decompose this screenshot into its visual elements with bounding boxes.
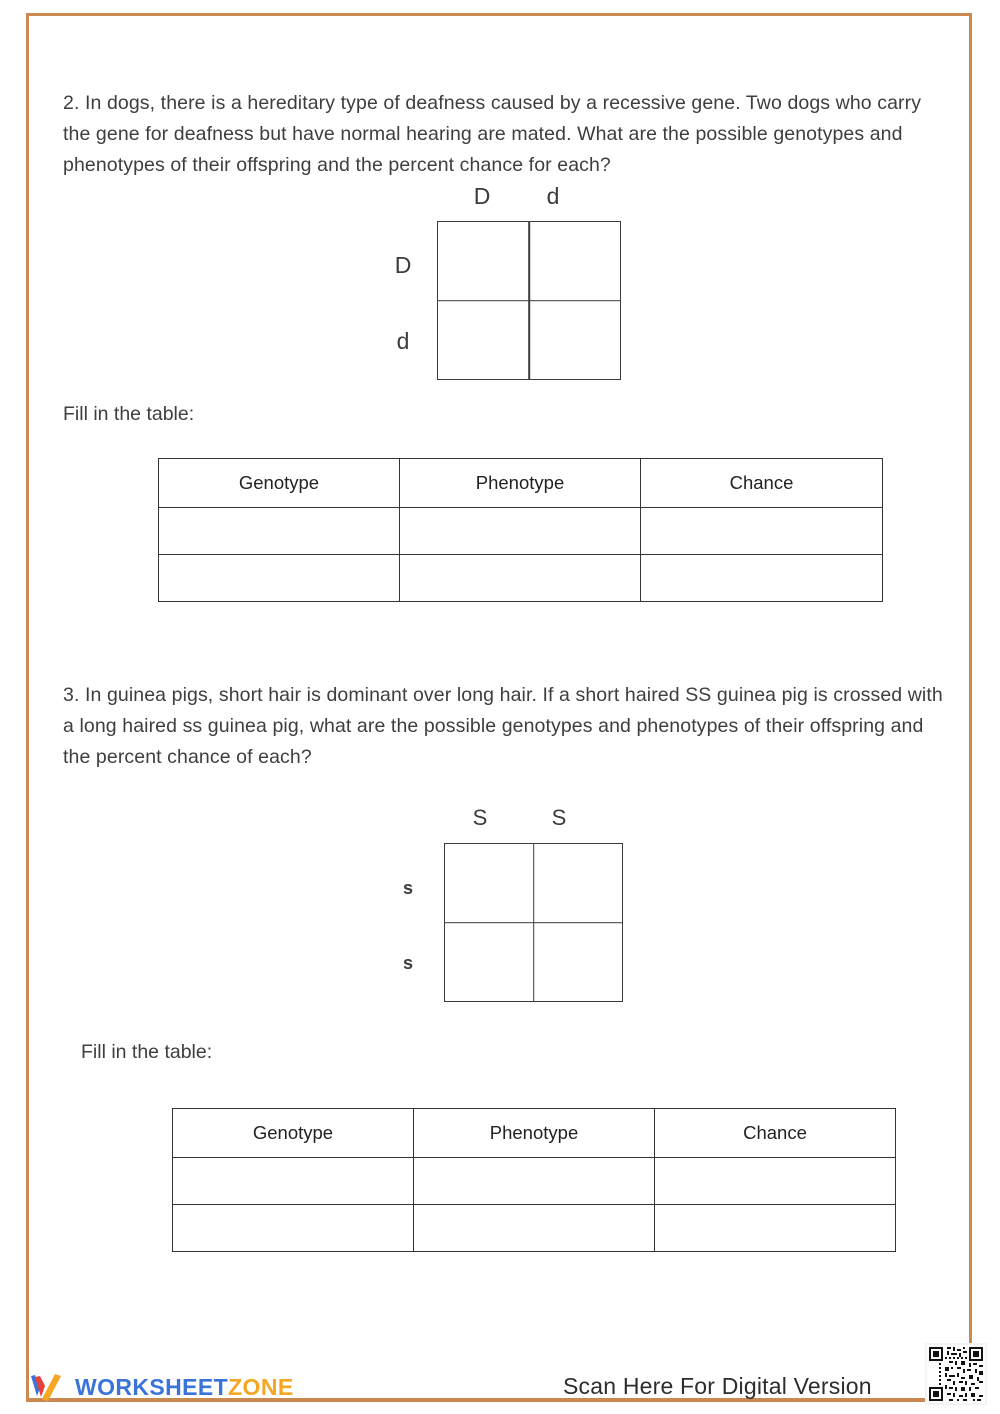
punnett-cell[interactable] bbox=[529, 301, 620, 380]
punnett-grid bbox=[444, 843, 623, 1002]
punnett-column-header-1: d bbox=[546, 183, 560, 209]
table-cell-genotype[interactable] bbox=[173, 1205, 414, 1252]
logo-text bbox=[75, 1374, 294, 1401]
table-header-row bbox=[159, 459, 883, 508]
qr-code-icon[interactable] bbox=[925, 1343, 987, 1405]
column-header-chance: Chance bbox=[655, 1109, 896, 1158]
punnett-cell[interactable] bbox=[534, 923, 623, 1002]
logo-text-worksheet: WORKSHEET bbox=[75, 1373, 229, 1400]
worksheet-zone-logo[interactable] bbox=[28, 1367, 294, 1407]
table-cell-phenotype[interactable] bbox=[400, 508, 641, 555]
punnett-cell[interactable] bbox=[534, 844, 623, 923]
punnett-grid bbox=[437, 221, 621, 380]
column-header-genotype: Genotype bbox=[173, 1109, 414, 1158]
table-cell-chance[interactable] bbox=[641, 555, 883, 602]
punnett-cell[interactable] bbox=[445, 923, 534, 1002]
punnett-cell[interactable] bbox=[438, 301, 529, 380]
punnett-cell[interactable] bbox=[529, 222, 620, 301]
table-cell-genotype[interactable] bbox=[159, 508, 400, 555]
table-cell-phenotype[interactable] bbox=[414, 1158, 655, 1205]
question-3-text: 3. In guinea pigs, short hair is dominant over long hair. If a short haired SS guinea pig is crossed with a long haired ss guinea pig, what are the possible genotypes and phenotypes of their offspring and the percent chance of each? bbox=[63, 684, 943, 768]
punnett-row-header-1: s bbox=[402, 953, 413, 973]
column-header-phenotype: Phenotype bbox=[400, 459, 641, 508]
punnett-column-header-0: D bbox=[473, 183, 491, 209]
punnett-row-header-0: D bbox=[394, 252, 412, 278]
table-cell-genotype[interactable] bbox=[159, 555, 400, 602]
table-cell-phenotype[interactable] bbox=[414, 1205, 655, 1252]
table-cell-phenotype[interactable] bbox=[400, 555, 641, 602]
table-cell-genotype[interactable] bbox=[173, 1158, 414, 1205]
table-cell-chance[interactable] bbox=[655, 1205, 896, 1252]
punnett-horizontal-divider bbox=[445, 922, 622, 924]
answer-table-question-2 bbox=[158, 458, 883, 602]
table-cell-chance[interactable] bbox=[655, 1158, 896, 1205]
punnett-row-header-1: d bbox=[396, 328, 410, 354]
punnett-cell[interactable] bbox=[438, 222, 529, 301]
column-header-chance: Chance bbox=[641, 459, 883, 508]
table-row bbox=[159, 555, 883, 602]
punnett-cell[interactable] bbox=[445, 844, 534, 923]
page-footer bbox=[0, 1355, 1000, 1414]
column-header-genotype: Genotype bbox=[159, 459, 400, 508]
punnett-row-header-0: s bbox=[402, 878, 413, 898]
scan-here-label: Scan Here For Digital Version bbox=[563, 1373, 872, 1399]
fill-in-table-label-question-2: Fill in the table: bbox=[63, 403, 195, 425]
fill-in-table-label-question-3: Fill in the table: bbox=[81, 1041, 213, 1063]
question-2-text: 2. In dogs, there is a hereditary type of deafness caused by a recessive gene. Two dogs who carry the gene for deafness but have normal hearing are mated. What are the possible genotypes and phenotypes of their offspring and the percent chance for each? bbox=[63, 92, 922, 176]
table-cell-chance[interactable] bbox=[641, 508, 883, 555]
table-row bbox=[173, 1205, 896, 1252]
punnett-column-header-0: S bbox=[472, 805, 488, 830]
column-header-phenotype: Phenotype bbox=[414, 1109, 655, 1158]
punnett-horizontal-divider bbox=[438, 300, 620, 302]
table-row bbox=[159, 508, 883, 555]
table-row bbox=[173, 1158, 896, 1205]
table-header-row bbox=[173, 1109, 896, 1158]
logo-text-zone: ZONE bbox=[228, 1373, 294, 1400]
logo-mark-icon bbox=[28, 1370, 68, 1404]
answer-table-question-3 bbox=[172, 1108, 896, 1252]
punnett-column-header-1: S bbox=[551, 805, 567, 830]
